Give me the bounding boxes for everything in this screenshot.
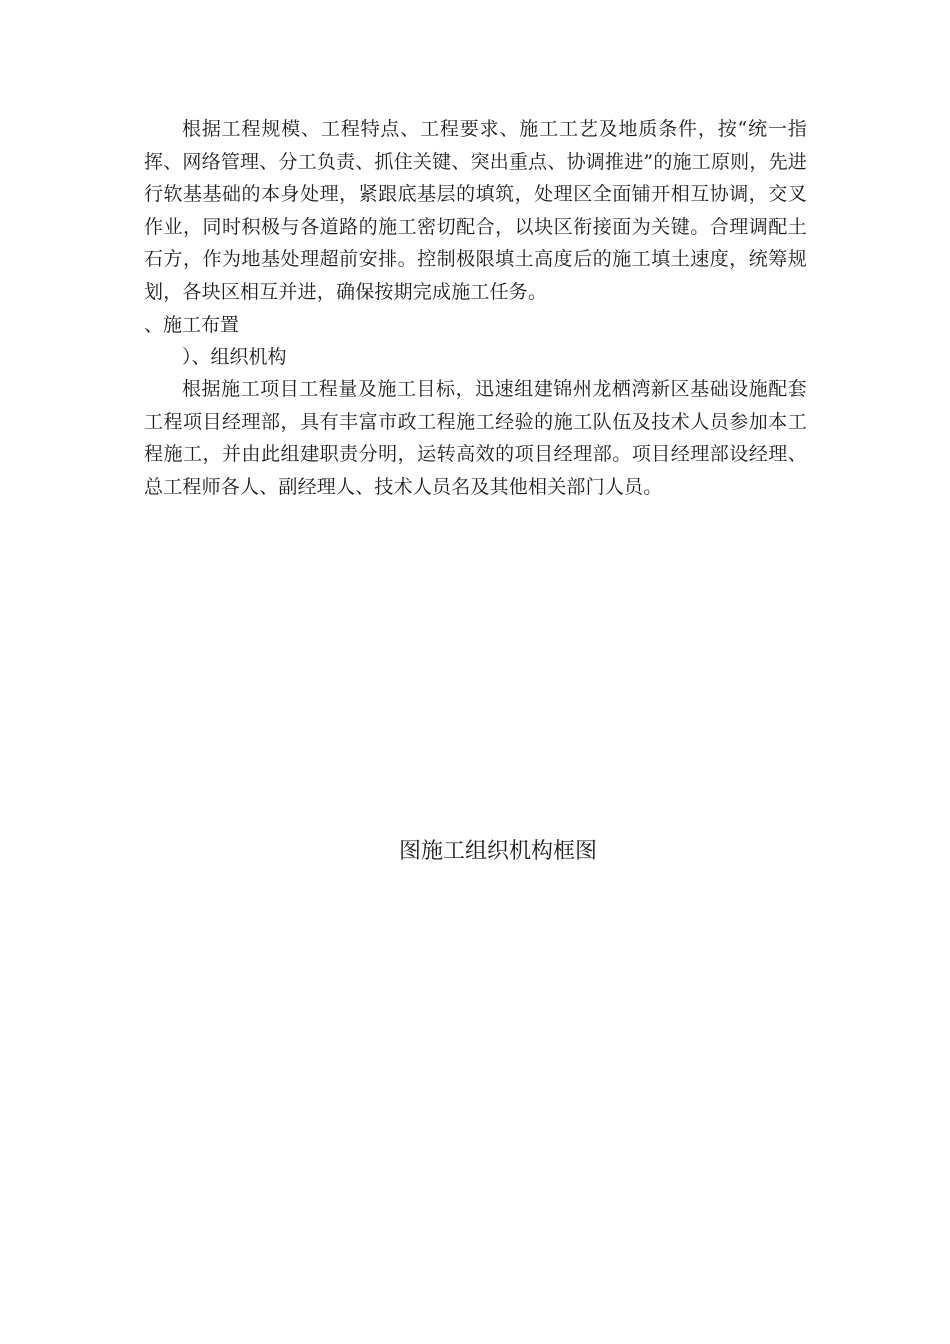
figure-caption: 图施工组织机构框图 <box>398 839 597 864</box>
section-heading: 、施工布置 <box>144 314 240 336</box>
organization-paragraph: 根据施工项目工程量及施工目标，迅速组建锦州龙栖湾新区基础设施配套工程项目经理部，具有丰富市政工程施工经验的施工队伍及技术人员参加本工程施工，并由此组建职责分明，运转高效的项目经理部。项目经理部设经理、总工程师各人、副经理人、技术人员名及其他相关部门人员。 <box>144 378 807 498</box>
intro-paragraph: 根据工程规模、工程特点、工程要求、施工工艺及地质条件，按“统一指挥、网络管理、分工负责、抓住关键、突出重点、协调推进”的施工原则，先进行软基基础的本身处理，紧跟底基层的填筑，处理区全面铺开相互协调，交叉作业，同时积极与各道路的施工密切配合，以块区衔接面为关键。合理调配土石方，作为地基处理超前安排。控制极限填土高度后的施工填土速度，统筹规划，各块区相互并进，确保按期完成施工任务。 <box>144 118 807 303</box>
intro-paragraph-block <box>144 113 807 308</box>
organization-paragraph-block <box>144 373 807 503</box>
subsection-heading: ）、组织机构 <box>182 346 287 368</box>
